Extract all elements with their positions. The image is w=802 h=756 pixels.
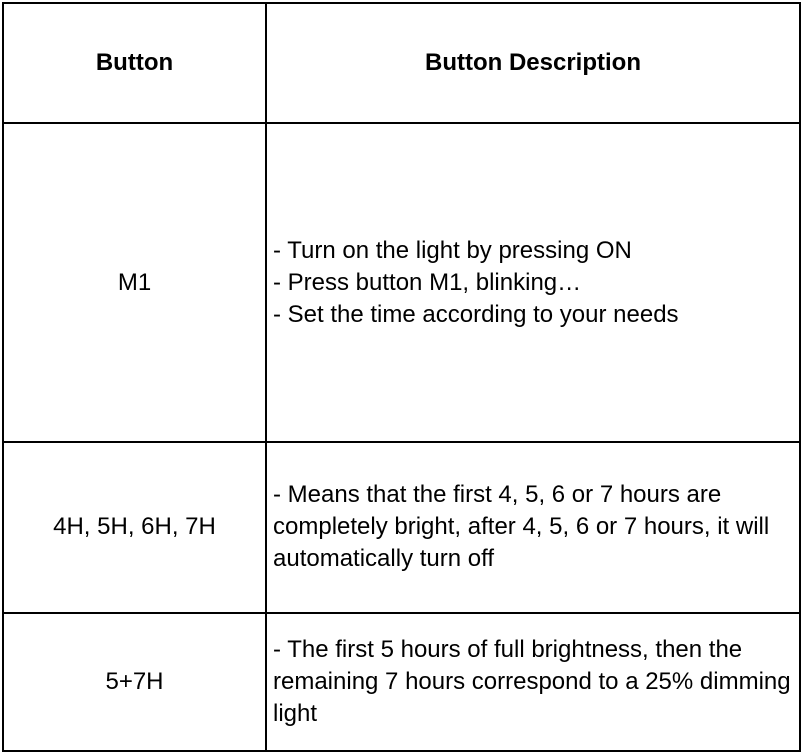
header-button: Button xyxy=(3,3,266,123)
table-header-row xyxy=(3,3,800,123)
button-description-table xyxy=(2,2,801,752)
table-row xyxy=(3,123,800,442)
description-text: - Means that the first 4, 5, 6 or 7 hours are completely bright, after 4, 5, 6 or 7 hours, it will automatically turn off xyxy=(273,481,770,573)
button-cell: M1 xyxy=(3,123,266,442)
button-cell: 5+7H xyxy=(3,613,266,751)
description-line: - Turn on the light by pressing ON xyxy=(273,236,632,264)
description-text: - The first 5 hours of full brightness, then the remaining 7 hours correspond to a 25% dimming light xyxy=(273,635,791,727)
table-row xyxy=(3,613,800,751)
button-cell: 4H, 5H, 6H, 7H xyxy=(3,442,266,612)
description-cell xyxy=(266,442,800,612)
description-cell xyxy=(266,123,800,442)
header-button-description: Button Description xyxy=(266,3,800,123)
description-line: - Set the time according to your needs xyxy=(273,300,679,328)
table-row xyxy=(3,442,800,612)
description-cell xyxy=(266,613,800,751)
description-line: - Press button M1, blinking… xyxy=(273,268,582,296)
